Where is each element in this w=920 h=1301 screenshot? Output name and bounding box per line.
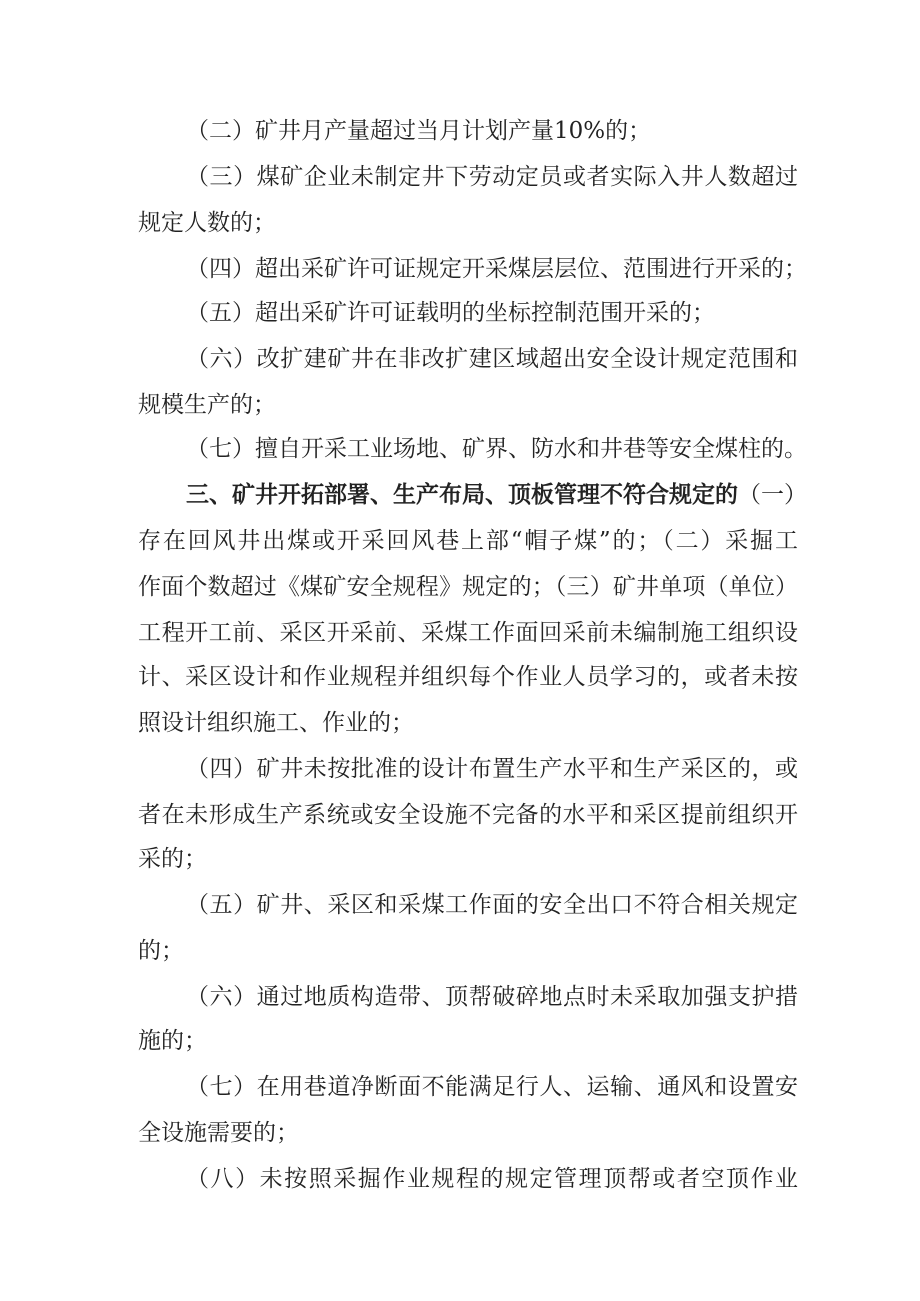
item-3-4-line-1: （四）矿井未按批准的设计布置生产水平和生产采区的，或 — [186, 756, 798, 782]
item-3-7-line-1: （七）在用巷道净断面不能满足行人、运输、通风和设置安 — [186, 1074, 798, 1100]
item-2-6-line-2: 规模生产的； — [138, 392, 276, 418]
item-3-6-line-2: 施的； — [138, 1028, 207, 1054]
section-3-line-3: 工程开工前、采区开采前、采煤工作面回采前未编制施工组织设 — [138, 620, 798, 646]
section-3-heading: 三、矿井开拓部署、生产布局、顶板管理不符合规定的 — [186, 482, 738, 508]
item-3-8-line-1: （八）未按照采掘作业规程的规定管理顶帮或者空顶作业 — [186, 1166, 798, 1192]
item-2-3-line-2: 规定人数的； — [138, 210, 276, 236]
item-3-6-line-1: （六）通过地质构造带、顶帮破碎地点时未采取加强支护措 — [186, 984, 798, 1010]
item-2-2: （二）矿井月产量超过当月计划产量10%的； — [186, 118, 652, 144]
item-3-5-line-1: （五）矿井、采区和采煤工作面的安全出口不符合相关规定 — [186, 892, 798, 918]
item-2-6-line-1: （六）改扩建矿井在非改扩建区域超出安全设计规定范围和 — [186, 346, 798, 372]
section-3-line-5: 照设计组织施工、作业的； — [138, 710, 414, 736]
section-3-line-1: 存在回风井出煤或开采回风巷上部“帽子煤”的；（二）采掘工 — [138, 528, 798, 554]
section-3-heading-line — [186, 477, 807, 513]
item-3-4-line-3: 采的； — [138, 846, 207, 872]
item-2-7: （七）擅自开采工业场地、矿界、防水和井巷等安全煤柱的。 — [186, 436, 807, 462]
item-2-4: （四）超出采矿许可证规定开采煤层层位、范围进行开采的； — [186, 256, 807, 282]
item-3-4-line-2: 者在未形成生产系统或安全设施不完备的水平和采区提前组织开 — [138, 802, 798, 828]
item-3-5-line-2: 的； — [138, 938, 184, 964]
item-2-3-line-1: （三）煤矿企业未制定井下劳动定员或者实际入井人数超过 — [186, 164, 798, 190]
item-3-7-line-2: 全设施需要的； — [138, 1120, 299, 1146]
item-2-5: （五）超出采矿许可证载明的坐标控制范围开采的； — [186, 300, 715, 326]
section-3-line-4: 计、采区设计和作业规程并组织每个作业人员学习的，或者未按 — [138, 664, 798, 690]
section-3-heading-tail: （一） — [738, 482, 807, 508]
section-3-line-2: 作面个数超过《煤矿安全规程》规定的；（三）矿井单项（单位） — [138, 574, 798, 600]
